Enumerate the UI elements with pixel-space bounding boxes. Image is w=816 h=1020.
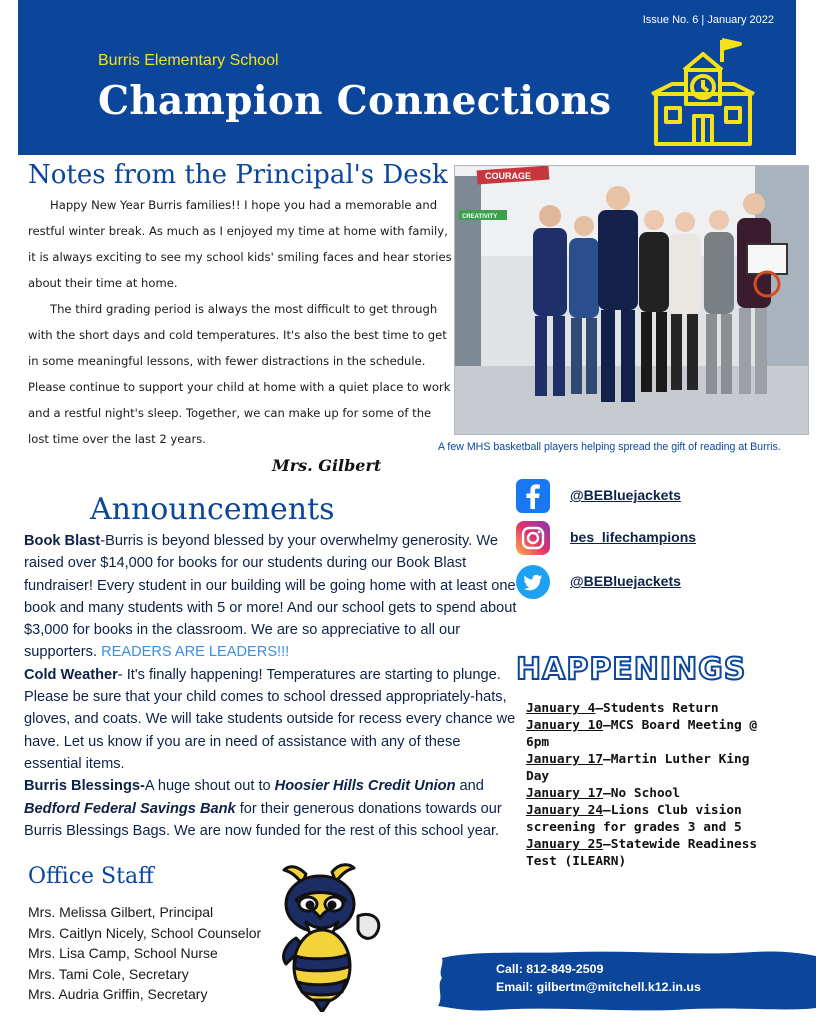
staff-member: Mrs. Audria Griffin, Secretary — [28, 986, 208, 1002]
happenings-list — [526, 700, 776, 870]
contact-banner — [434, 948, 816, 1012]
book-blast-title: Book Blast — [24, 533, 101, 549]
yellowjacket-mascot-icon — [266, 860, 390, 1012]
staff-member: Mrs. Tami Cole, Secretary — [28, 965, 189, 982]
staff-member: Mrs. Lisa Camp, School Nurse — [28, 945, 218, 961]
blessings-text-end: for their generous donations towards our Burris Blessings Bags. We are now funded for the rest of this school year. — [24, 800, 502, 839]
school-name: Burris Elementary School — [98, 52, 279, 69]
contact-info — [496, 960, 701, 996]
event-date: January 17 — [526, 786, 604, 801]
twitter-handle-link[interactable]: @BEBluejackets — [570, 573, 681, 589]
newsletter-title: Champion Connections — [98, 78, 612, 124]
event-item — [526, 700, 776, 717]
basketball-players-photo — [454, 165, 809, 435]
event-date: January 17 — [526, 752, 604, 767]
event-item — [526, 785, 776, 802]
sponsor-hoosier-hills: Hoosier Hills Credit Union — [274, 778, 456, 795]
event-text: —Martin Luther King Day — [526, 752, 750, 784]
principal-letter — [28, 192, 453, 452]
principal-notes-heading: Notes from the Principal's Desk — [28, 160, 448, 190]
creativity-banner-text: CREATIVITY — [462, 214, 498, 220]
blessings-title: Burris Blessings- — [24, 778, 145, 795]
event-text: —Statewide Readiness Test (ILEARN) — [526, 837, 758, 869]
blessings-text: A huge shout out to — [144, 778, 275, 795]
courage-banner-text: COURAGE — [485, 171, 532, 181]
event-text: —MCS Board Meeting @ 6pm — [526, 718, 758, 750]
event-date: January 10 — [526, 718, 604, 733]
letter-paragraph: Happy New Year Burris families!! I hope you had a memorable and restful winter break. As much as I enjoyed my time at home with family, it is always exciting to see my school kids' smiling faces and hear stories about their time at home. — [28, 198, 452, 290]
sponsor-bedford-federal: Bedford Federal Savings Bank — [24, 800, 236, 817]
schoolhouse-icon — [648, 36, 758, 148]
letter-paragraph: The third grading period is always the most difficult to get through with the short days and cold temperatures. It's also the best time to get in some meaningful lessons, with fewer distractions in the schedule. Please continue to support your child at home with a quiet place to work and a restful night's sleep. Together, we can make up for some of the lost time over the last 2 years. — [28, 302, 451, 446]
happenings-heading: HAPPENINGS — [516, 652, 747, 687]
event-item — [526, 717, 776, 751]
event-date: January 25 — [526, 837, 604, 852]
phone-number[interactable]: Call: 812-849-2509 — [496, 962, 604, 976]
event-item — [526, 802, 776, 836]
principal-signature: Mrs. Gilbert — [272, 456, 382, 475]
issue-label: Issue No. 6 | January 2022 — [642, 14, 774, 26]
staff-member: Mrs. Melissa Gilbert, Principal — [28, 904, 214, 920]
announcements-heading: Announcements — [90, 492, 335, 527]
event-item — [526, 836, 776, 870]
office-staff-heading: Office Staff — [28, 864, 154, 889]
photo-caption: A few MHS basketball players helping spread the gift of reading at Burris. — [438, 441, 781, 453]
cold-weather-text: - It's finally happening! Temperatures are starting to plunge. Please be sure that your child comes to school dressed appropriately-hats, gloves, and coats. We will take students outside for recess every chance we have. Let us know if you are in need of assistance with any of these essential items. — [24, 666, 516, 772]
instagram-icon[interactable] — [516, 521, 550, 555]
cold-weather-title: Cold Weather — [24, 666, 118, 683]
event-text: —Lions Club vision screening for grades 3 and 5 — [526, 803, 742, 835]
instagram-handle-link[interactable]: bes_lifechampions — [570, 529, 697, 545]
twitter-icon[interactable] — [516, 565, 550, 599]
blessings-connector: and — [455, 778, 484, 795]
event-date: January 24 — [526, 803, 604, 818]
social-twitter[interactable] — [516, 565, 796, 601]
masthead — [18, 0, 796, 155]
event-date: January 4 — [526, 701, 596, 716]
staff-member: Mrs. Caitlyn Nicely, School Counselor — [28, 924, 262, 941]
social-facebook[interactable] — [516, 479, 796, 515]
social-instagram[interactable] — [516, 521, 796, 557]
announcements-body — [24, 530, 518, 842]
readers-leaders-highlight: READERS ARE LEADERS!!! — [101, 644, 290, 661]
facebook-icon[interactable] — [516, 479, 550, 513]
book-blast-text: -Burris is beyond blessed by your overwhelmy generosity. We raised over $14,000 for books for our students during our Book Blast fundraiser! Every student in our building will be going home with at least one book and many students with 5 or more! And our school gets to spend about $3,000 for books in the classroom. We are so appreciative to all our supporters. — [24, 533, 517, 661]
event-text: —No School — [603, 786, 681, 801]
event-text: —Students Return — [595, 701, 719, 716]
office-staff-list — [28, 902, 261, 1005]
event-item — [526, 751, 776, 785]
email-address[interactable]: Email: gilbertm@mitchell.k12.in.us — [496, 980, 701, 994]
facebook-handle-link[interactable]: @BEBluejackets — [570, 487, 681, 503]
photo-illustration — [455, 166, 809, 435]
